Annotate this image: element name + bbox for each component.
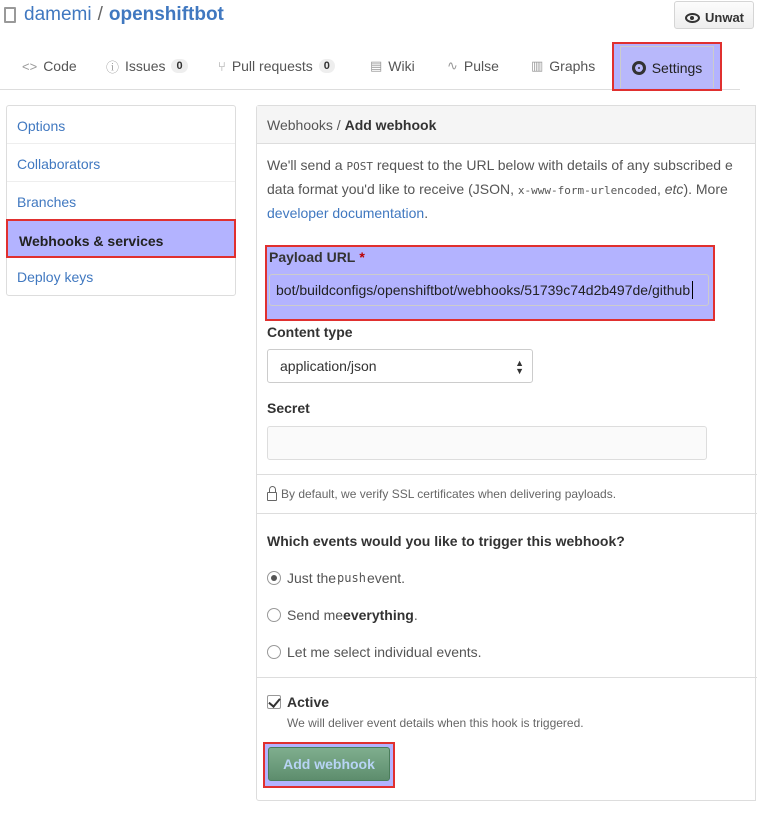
events-heading: Which events would you like to trigger this webhook? bbox=[267, 533, 625, 549]
tab-graphs-label: Graphs bbox=[549, 58, 596, 74]
divider bbox=[257, 677, 757, 678]
repo-owner-link[interactable]: damemi bbox=[24, 4, 92, 25]
sidebar-item-options[interactable]: Options bbox=[7, 106, 235, 144]
tab-issues-label: Issues bbox=[125, 58, 166, 74]
content-type-value: application/json bbox=[280, 358, 377, 374]
payload-url-group bbox=[265, 245, 715, 321]
gear-icon bbox=[632, 61, 646, 75]
lock-icon bbox=[267, 492, 277, 501]
active-label: Active bbox=[287, 694, 330, 710]
secret-input[interactable] bbox=[267, 426, 707, 460]
sidebar-item-collaborators[interactable]: Collaborators bbox=[7, 144, 235, 182]
repo-title bbox=[4, 4, 224, 26]
intro-text bbox=[267, 154, 767, 224]
divider bbox=[257, 513, 757, 514]
sidebar-item-deploy-keys[interactable]: Deploy keys bbox=[17, 269, 94, 285]
payload-url-input[interactable] bbox=[269, 274, 709, 306]
post-code: POST bbox=[346, 160, 373, 173]
tab-graphs[interactable] bbox=[531, 56, 595, 76]
divider bbox=[257, 474, 757, 475]
eye-icon bbox=[685, 13, 700, 23]
radio-everything[interactable] bbox=[267, 608, 281, 622]
breadcrumb-parent[interactable]: Webhooks bbox=[267, 117, 333, 133]
intro-text-part: , bbox=[656, 181, 665, 197]
tab-pulse-label: Pulse bbox=[463, 58, 499, 74]
add-webhook-highlight bbox=[263, 742, 395, 788]
intro-text-part: data format you'd like to receive (JSON, bbox=[267, 181, 518, 197]
breadcrumb-separator: / bbox=[336, 117, 341, 133]
event-option-text: . bbox=[413, 607, 418, 623]
secret-label: Secret bbox=[267, 400, 310, 416]
add-webhook-button[interactable]: Add webhook bbox=[268, 747, 390, 781]
tab-settings[interactable] bbox=[612, 42, 722, 91]
payload-url-value: bot/buildconfigs/openshiftbot/webhooks/51739c74d2b497de/github bbox=[276, 282, 691, 298]
push-code: push bbox=[337, 571, 366, 585]
issues-counter: 0 bbox=[171, 59, 187, 73]
radio-individual[interactable] bbox=[267, 645, 281, 659]
active-help-text: We will deliver event details when this hook is triggered. bbox=[287, 716, 584, 730]
payload-url-label bbox=[269, 249, 365, 265]
radio-push[interactable] bbox=[267, 571, 281, 585]
active-checkbox-row[interactable] bbox=[267, 694, 329, 710]
event-option-push[interactable] bbox=[267, 570, 405, 586]
breadcrumb bbox=[257, 106, 755, 144]
graph-icon: ▥ bbox=[531, 58, 544, 73]
pulse-icon: ∿ bbox=[447, 58, 458, 73]
ssl-note-text: By default, we verify SSL certificates when delivering payloads. bbox=[281, 487, 617, 501]
intro-etc: etc bbox=[664, 181, 684, 197]
tab-settings-label: Settings bbox=[651, 59, 703, 76]
sidebar-item-branches[interactable]: Branches bbox=[7, 182, 235, 220]
unwatch-button[interactable] bbox=[674, 1, 754, 29]
select-arrows-icon: ▲ ▼ bbox=[515, 358, 524, 376]
page-title: Add webhook bbox=[344, 117, 437, 133]
developer-documentation-link[interactable]: developer documentation bbox=[267, 205, 425, 221]
repo-icon bbox=[4, 7, 16, 23]
text-cursor bbox=[692, 281, 693, 299]
urlencoded-code: x-www-form-urlencoded bbox=[517, 184, 657, 197]
tab-wiki-label: Wiki bbox=[388, 58, 415, 74]
issue-icon: ⓘ bbox=[106, 59, 120, 75]
pull-requests-counter: 0 bbox=[319, 59, 335, 73]
event-option-text: event. bbox=[366, 570, 406, 586]
tab-code-label: Code bbox=[43, 58, 77, 74]
active-checkbox[interactable] bbox=[267, 695, 281, 709]
event-option-text: Just the bbox=[287, 570, 337, 586]
intro-text-part: request to the URL below with details of any subscribed e bbox=[372, 157, 733, 173]
add-webhook-panel bbox=[256, 105, 756, 801]
unwatch-label: Unwat bbox=[705, 10, 744, 25]
tab-wiki[interactable] bbox=[370, 56, 415, 76]
wiki-icon: ▤ bbox=[370, 58, 383, 73]
intro-text-part: . bbox=[424, 205, 429, 221]
pull-request-icon: ⑂ bbox=[218, 58, 226, 74]
required-mark: * bbox=[359, 249, 365, 265]
content-type-label: Content type bbox=[267, 324, 353, 340]
tab-issues[interactable] bbox=[106, 56, 188, 76]
content-type-select[interactable] bbox=[267, 349, 533, 383]
ssl-note bbox=[267, 487, 616, 501]
intro-text-part: ). More bbox=[683, 181, 728, 197]
event-option-text: Send me bbox=[287, 607, 344, 623]
event-option-individual[interactable] bbox=[267, 644, 482, 660]
payload-url-label-text: Payload URL bbox=[269, 249, 356, 265]
settings-sidebar bbox=[6, 105, 236, 296]
tab-settings-inner[interactable] bbox=[620, 46, 714, 88]
code-icon: <> bbox=[22, 58, 38, 74]
repo-title-separator: / bbox=[97, 4, 103, 25]
repo-name-link[interactable]: openshiftbot bbox=[108, 4, 224, 25]
intro-text-part: We'll send a bbox=[267, 157, 347, 173]
event-option-text: Let me select individual events. bbox=[287, 644, 482, 660]
sidebar-item-webhooks-services[interactable]: Webhooks & services bbox=[6, 219, 236, 258]
tab-code[interactable] bbox=[22, 56, 77, 76]
tab-pull-requests-label: Pull requests bbox=[231, 58, 313, 74]
event-option-bold: everything bbox=[343, 607, 414, 623]
event-option-everything[interactable] bbox=[267, 607, 418, 623]
tab-pull-requests[interactable] bbox=[218, 56, 335, 76]
tab-pulse[interactable] bbox=[447, 56, 499, 76]
